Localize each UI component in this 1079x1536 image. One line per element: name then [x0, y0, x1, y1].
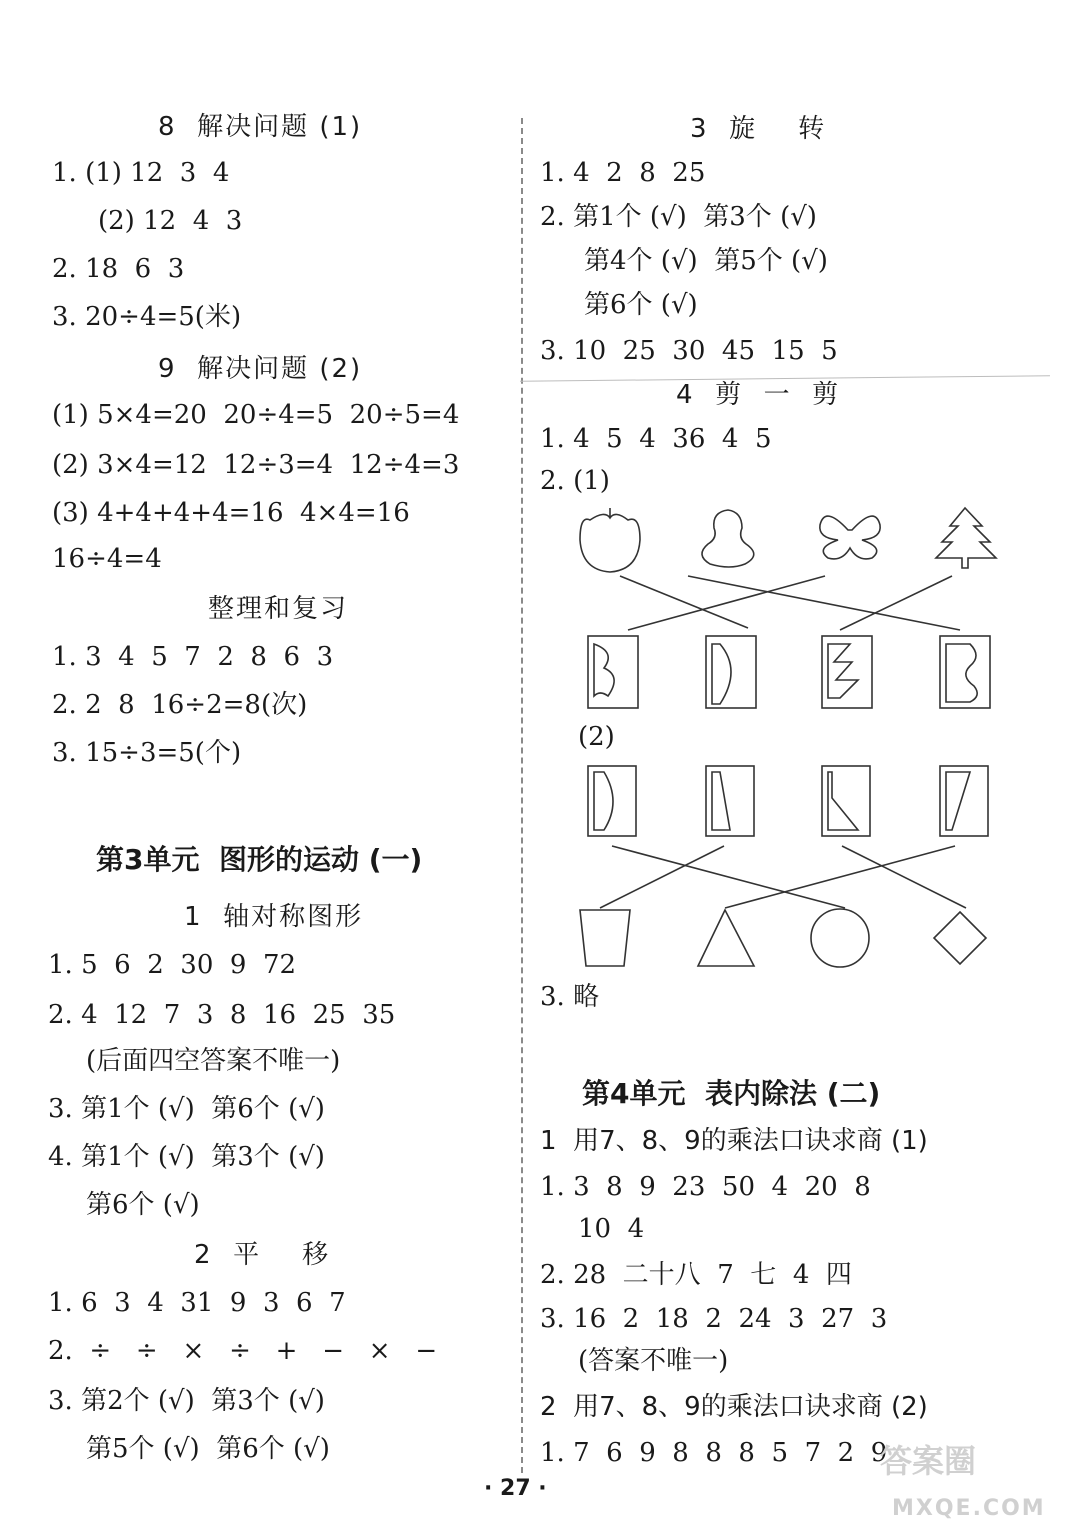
review-title: 整理和复习	[208, 594, 349, 624]
answer-line: (2) 3×4=12 12÷3=4 12÷4=3	[52, 450, 460, 480]
watermark-url: MXQE.COM	[892, 1496, 1046, 1521]
section-3-title: 3 旋 转	[690, 114, 827, 144]
folded-paper-5	[588, 766, 636, 836]
answer-line: 1. (1) 12 3 4	[52, 158, 230, 188]
folded-paper-8	[940, 766, 988, 836]
folded-paper-4	[940, 636, 990, 708]
answer-line: 3. 第1个 (√) 第6个 (√)	[48, 1094, 325, 1124]
folded-paper-7	[822, 766, 870, 836]
section-4-title: 4 剪 一 剪	[676, 380, 841, 410]
section-9-title: 9 解决问题 (2)	[158, 354, 363, 384]
answer-line: 3. 20÷4=5(米)	[52, 302, 242, 332]
answer-line: 4. 第1个 (√) 第3个 (√)	[48, 1142, 325, 1172]
answer-line: 3. 略	[540, 982, 600, 1012]
answer-line: (2)	[578, 722, 615, 752]
answer-line: 3. 15÷3=5(个)	[52, 738, 242, 768]
section-8-title: 8 解决问题 (1)	[158, 112, 363, 142]
answer-line: (2) 12 4 3	[98, 206, 243, 236]
answer-line: 3. 第2个 (√) 第3个 (√)	[48, 1386, 325, 1416]
cut-matching-figure-1	[570, 500, 1010, 720]
answer-line: 2. ÷ ÷ × ÷ + − × −	[48, 1336, 438, 1366]
answer-line: 2. 18 6 3	[52, 254, 185, 284]
answer-line: 第6个 (√)	[584, 290, 698, 320]
answer-line: 1. 6 3 4 31 9 3 6 7	[48, 1288, 346, 1318]
answer-line: 1. 4 2 8 25	[540, 158, 706, 188]
division-section-2-title: 2 用7、8、9的乘法口诀求商 (2)	[540, 1392, 928, 1422]
unit-3-title: 第3单元 图形的运动 (一)	[96, 843, 423, 876]
trapezoid-shape	[580, 910, 630, 966]
answer-line: 16÷4=4	[52, 544, 162, 574]
answer-line: 1. 7 6 9 8 8 8 5 7 2 9	[540, 1438, 888, 1468]
butterfly-shape	[820, 516, 880, 559]
section-2-title: 2 平 移	[194, 1240, 331, 1270]
answer-note: (后面四空答案不唯一)	[86, 1046, 341, 1076]
answer-line: 1. 3 4 5 7 2 8 6 3	[52, 642, 334, 672]
cut-matching-figure-2	[570, 760, 1010, 980]
answer-line: 第6个 (√)	[86, 1190, 200, 1220]
column-divider	[521, 118, 523, 1473]
division-section-1-title: 1 用7、8、9的乘法口诀求商 (1)	[540, 1126, 928, 1156]
answer-line: 3. 16 2 18 2 24 3 27 3	[540, 1304, 888, 1334]
folded-paper-1	[588, 636, 638, 708]
tree-shape	[936, 508, 996, 568]
triangle-shape	[698, 910, 754, 966]
answer-line: 2. 第1个 (√) 第3个 (√)	[540, 202, 817, 232]
answer-line: 2. 4 12 7 3 8 16 25 35	[48, 1000, 396, 1030]
answer-line: 3. 10 25 30 45 15 5	[540, 336, 838, 366]
answer-line: 1. 4 5 4 36 4 5	[540, 424, 772, 454]
answer-line: 1. 3 8 9 23 50 4 20 8	[540, 1172, 871, 1202]
answer-line: 第4个 (√) 第5个 (√)	[584, 246, 828, 276]
watermark-logo: 答案圈	[880, 1442, 977, 1480]
answer-line: 10 4	[578, 1214, 645, 1244]
answer-line: 第5个 (√) 第6个 (√)	[86, 1434, 330, 1464]
circle-shape	[811, 909, 869, 967]
unit-4-title: 第4单元 表内除法 (二)	[582, 1077, 881, 1110]
gourd-shape	[702, 510, 754, 567]
answer-line: (3) 4+4+4+4=16 4×4=16	[52, 498, 410, 528]
answer-line: 1. 5 6 2 30 9 72	[48, 950, 297, 980]
answer-line: 2. (1)	[540, 466, 610, 496]
page-number: · 27 ·	[484, 1476, 547, 1501]
diamond-shape	[934, 912, 986, 964]
answer-line: (1) 5×4=20 20÷4=5 20÷5=4	[52, 400, 460, 430]
apple-shape	[580, 508, 640, 572]
answer-line: 2. 28 二十八 7 七 4 四	[540, 1260, 852, 1290]
section-1-title: 1 轴对称图形	[184, 902, 364, 932]
answer-note: (答案不唯一)	[578, 1346, 729, 1376]
answer-line: 2. 2 8 16÷2=8(次)	[52, 690, 308, 720]
